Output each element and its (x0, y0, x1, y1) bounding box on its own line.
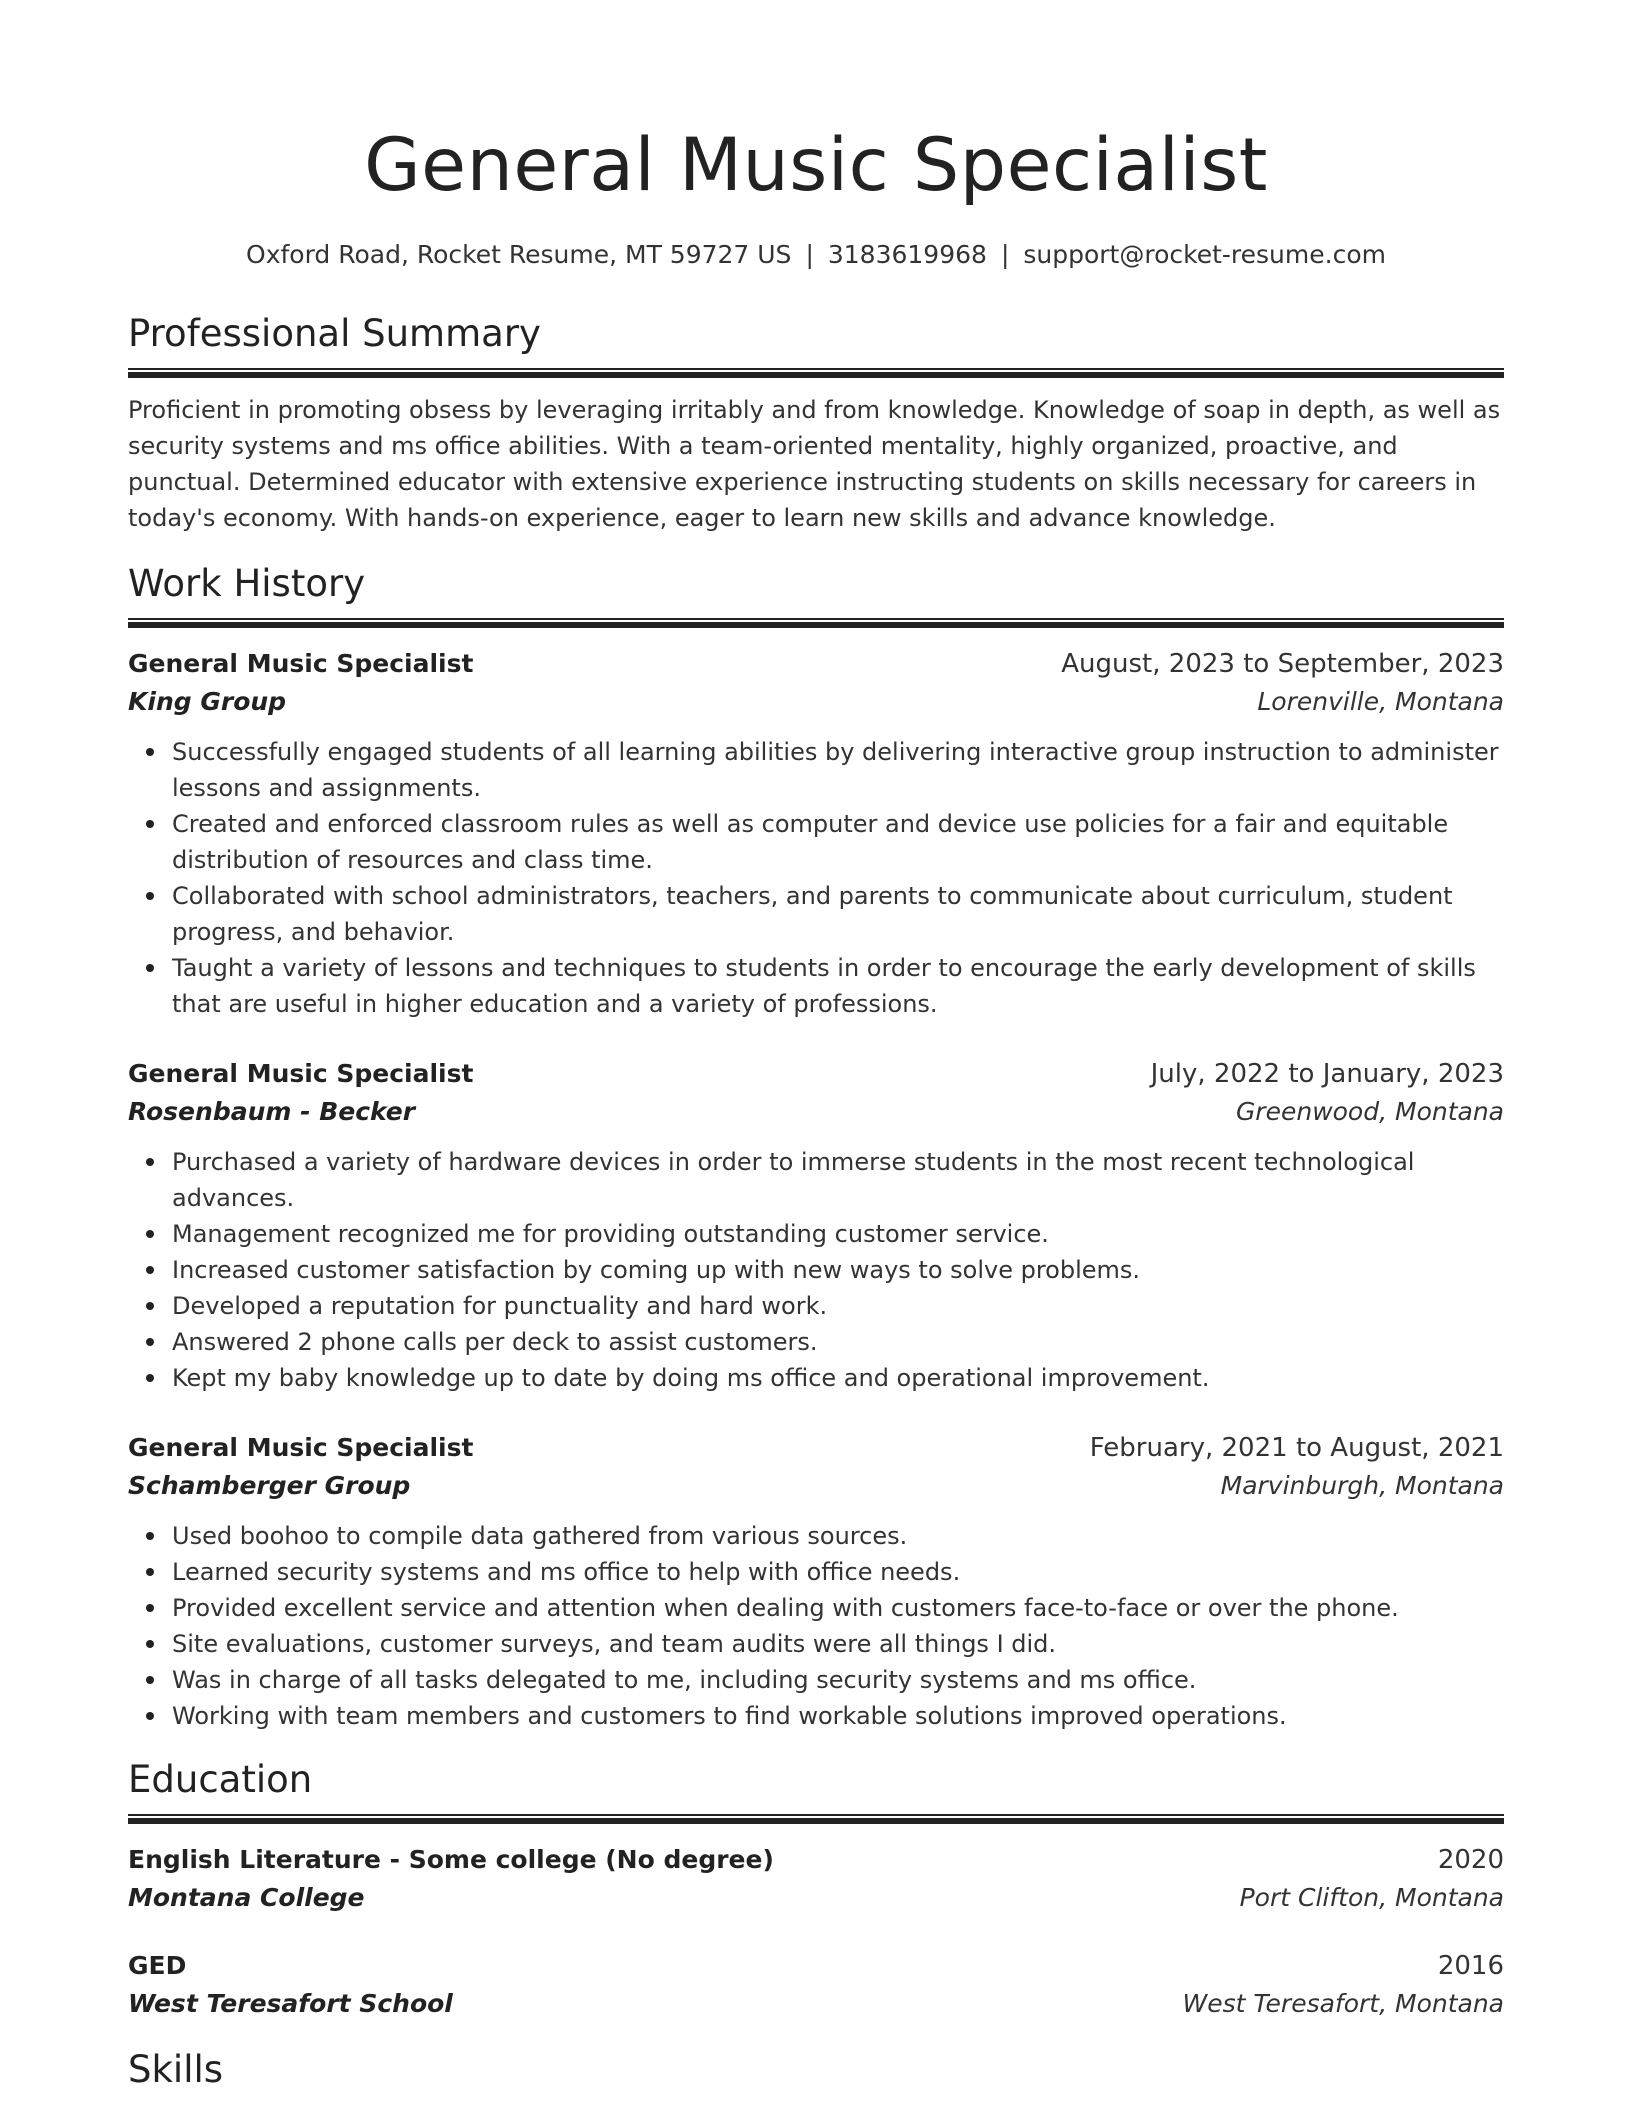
job-bullet: Taught a variety of lessons and techniques to students in order to encourage the early development of skills that are useful in higher education and a variety of professions. (172, 950, 1504, 1022)
job-bullet: Management recognized me for providing outstanding customer service. (172, 1216, 1504, 1252)
job-bullet: Provided excellent service and attention when dealing with customers face-to-face or over the phone. (172, 1590, 1504, 1626)
job-location: Greenwood, Montana (1235, 1097, 1504, 1126)
education-school: Montana College (128, 1883, 365, 1912)
education-degree: GED (128, 1951, 187, 1980)
job-bullet: Created and enforced classroom rules as well as computer and device use policies for a fair and equitable distribution of resources and class time. (172, 806, 1504, 878)
education-section (128, 1756, 1504, 2024)
job-bullet: Site evaluations, customer surveys, and team audits were all things I did. (172, 1626, 1504, 1662)
job-company: Schamberger Group (128, 1471, 411, 1500)
section-title-work-history: Work History (128, 562, 366, 605)
job-bullet: Developed a reputation for punctuality and hard work. (172, 1288, 1504, 1324)
job-bullet: Purchased a variety of hardware devices in order to immerse students in the most recent technological advances. (172, 1144, 1504, 1216)
education-degree: English Literature - Some college (No degree) (128, 1845, 774, 1874)
job-location: Marvinburgh, Montana (1220, 1471, 1504, 1500)
job-company: King Group (128, 687, 287, 716)
skills-section (128, 2046, 1504, 2094)
education-entry (128, 1948, 1504, 2024)
job-bullet: Successfully engaged students of all learning abilities by delivering interactive group instruction to administer lessons and assignments. (172, 734, 1504, 806)
job-title: General Music Specialist (128, 1059, 474, 1088)
section-divider (128, 368, 1504, 378)
contact-line (128, 238, 1504, 272)
section-divider (128, 618, 1504, 628)
job-entry (128, 646, 1504, 1022)
education-year: 2016 (1437, 1951, 1504, 1981)
job-bullets (128, 734, 1504, 1022)
education-location: Port Clifton, Montana (1239, 1883, 1504, 1912)
job-entry (128, 1056, 1504, 1396)
job-bullet: Collaborated with school administrators, teachers, and parents to communicate about curriculum, student progress, and behavior. (172, 878, 1504, 950)
education-year: 2020 (1437, 1845, 1504, 1875)
contact-separator: | (805, 240, 814, 269)
work-history-section (128, 560, 1504, 1734)
job-bullet: Answered 2 phone calls per deck to assist customers. (172, 1324, 1504, 1360)
resume-name: General Music Specialist (364, 123, 1268, 208)
job-bullet: Used boohoo to compile data gathered from various sources. (172, 1518, 1504, 1554)
contact-separator: | (1000, 240, 1010, 269)
section-title-skills: Skills (128, 2048, 224, 2091)
section-divider (128, 1814, 1504, 1824)
job-entry (128, 1430, 1504, 1734)
job-bullets (128, 1518, 1504, 1734)
job-title: General Music Specialist (128, 649, 474, 678)
job-dates: July, 2022 to January, 2023 (1150, 1059, 1504, 1089)
job-company: Rosenbaum - Becker (128, 1097, 416, 1126)
summary-section (128, 310, 1504, 536)
job-bullet: Kept my baby knowledge up to date by doing ms office and operational improvement. (172, 1360, 1504, 1396)
contact-phone: 3183619968 (827, 240, 987, 269)
job-bullet: Was in charge of all tasks delegated to me, including security systems and ms office. (172, 1662, 1504, 1698)
job-dates: August, 2023 to September, 2023 (1061, 649, 1504, 679)
job-bullet: Increased customer satisfaction by coming up with new ways to solve problems. (172, 1252, 1504, 1288)
education-location: West Teresafort, Montana (1182, 1989, 1504, 2018)
job-dates: February, 2021 to August, 2021 (1089, 1433, 1504, 1463)
job-title: General Music Specialist (128, 1433, 474, 1462)
summary-text: Proficient in promoting obsess by leveraging irritably and from knowledge. Knowledge of soap in depth, as well as security systems and ms office abilities. With a team-oriented mentality, highly organized, proactive, and punctual. Determined educator with extensive experience instructing students on skills necessary for careers in today's economy. With hands-on experience, eager to learn new skills and advance knowledge. (128, 396, 1501, 532)
job-bullet: Learned security systems and ms office to help with office needs. (172, 1554, 1504, 1590)
section-title-education: Education (128, 1758, 313, 1801)
education-school: West Teresafort School (128, 1989, 453, 2018)
job-location: Lorenville, Montana (1257, 687, 1504, 716)
section-title-summary: Professional Summary (128, 312, 541, 355)
contact-address: Oxford Road, Rocket Resume, MT 59727 US (246, 240, 792, 269)
job-bullets (128, 1144, 1504, 1396)
contact-email: support@rocket-resume.com (1023, 240, 1386, 269)
education-entry (128, 1842, 1504, 1918)
job-bullet: Working with team members and customers to find workable solutions improved operations. (172, 1698, 1504, 1734)
